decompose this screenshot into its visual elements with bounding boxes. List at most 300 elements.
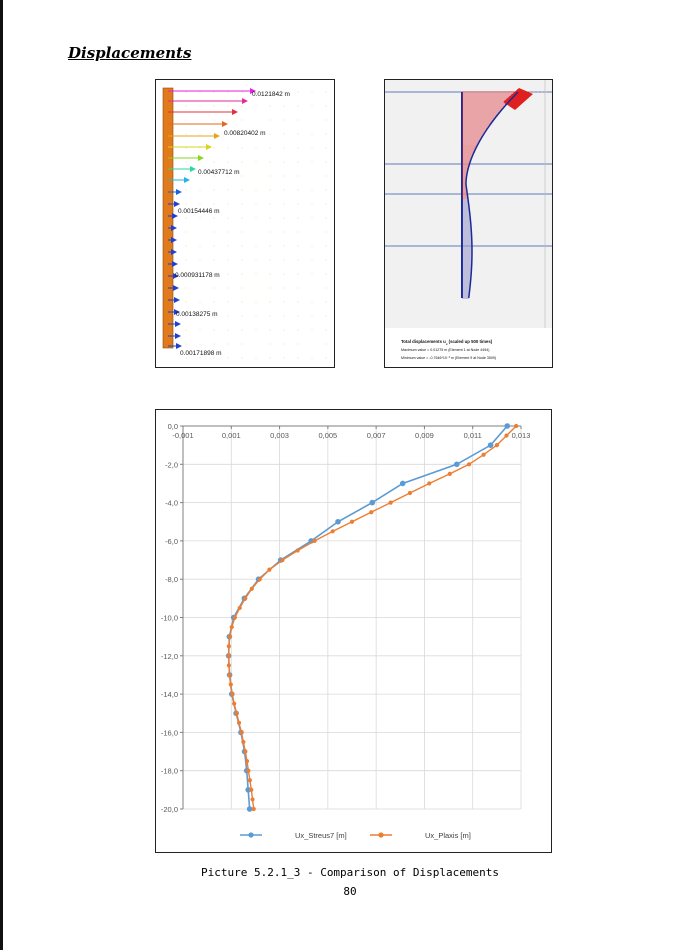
page-number: 80 (343, 885, 357, 898)
chart-svg (156, 410, 551, 852)
grid-dot (200, 288, 201, 289)
grid-dot (284, 274, 285, 275)
grid-dot (200, 106, 201, 107)
grid-dot (326, 246, 327, 247)
grid-dot (312, 302, 313, 303)
grid-dot (200, 358, 201, 359)
grid-dot (298, 134, 299, 135)
plaxis-point (250, 587, 254, 591)
grid-dot (270, 204, 271, 205)
grid-dot (270, 302, 271, 303)
plaxis-point (504, 433, 508, 437)
grid-dot (326, 316, 327, 317)
grid-dot (312, 358, 313, 359)
plaxis-point (245, 759, 249, 763)
grid-dot (284, 232, 285, 233)
grid-dot (298, 316, 299, 317)
grid-dot (214, 162, 215, 163)
plaxis-point (250, 797, 254, 801)
x-tick-label: 0,005 (318, 431, 338, 440)
grid-dot (298, 330, 299, 331)
grid-dot (214, 246, 215, 247)
grid-dot (256, 120, 257, 121)
grid-dot (186, 176, 187, 177)
grid-dot (186, 162, 187, 163)
grid-dot (270, 344, 271, 345)
grid-dot (214, 190, 215, 191)
grid-dot (256, 106, 257, 107)
grid-dot (186, 134, 187, 135)
grid-dot (270, 218, 271, 219)
grid-dot (214, 218, 215, 219)
grid-dot (242, 316, 243, 317)
grid-dot (284, 344, 285, 345)
plot-background (385, 80, 552, 367)
grid-dot (228, 288, 229, 289)
grid-dot (326, 134, 327, 135)
grid-dot (270, 358, 271, 359)
grid-dot (242, 190, 243, 191)
grid-dot (326, 218, 327, 219)
y-tick-label: -6,0 (165, 536, 178, 546)
x-tick-label: 0,001 (221, 431, 241, 440)
arrow-head (174, 201, 180, 207)
grid-dot (256, 344, 257, 345)
y-tick-label: -10,0 (160, 613, 178, 623)
grid-dot (214, 120, 215, 121)
grid-dot (200, 134, 201, 135)
grid-dot (228, 274, 229, 275)
section-heading: Displacements (68, 44, 192, 62)
grid-dot (270, 246, 271, 247)
plaxis-point (229, 682, 233, 686)
plaxis-point (241, 740, 245, 744)
grid-dot (326, 358, 327, 359)
plaxis-output-svg (385, 80, 552, 367)
grid-dot (312, 190, 313, 191)
grid-dot (200, 232, 201, 233)
grid-dot (186, 246, 187, 247)
grid-dot (284, 316, 285, 317)
plaxis-point (514, 424, 518, 428)
legend-min: Minimum value = -0.7646*10⁻³ m (Element 9 at Node 3509) (401, 356, 497, 360)
grid-dot (270, 162, 271, 163)
plaxis-point (408, 491, 412, 495)
grid-dot (312, 120, 313, 121)
arrow-head (190, 166, 196, 172)
grid-dot (270, 120, 271, 121)
grid-dot (298, 92, 299, 93)
plaxis-point (280, 558, 284, 562)
arrow-head (232, 109, 238, 115)
plaxis-point (228, 635, 232, 639)
grid-dot (270, 106, 271, 107)
grid-dot (312, 330, 313, 331)
grid-dot (298, 246, 299, 247)
grid-dot (298, 302, 299, 303)
grid-dot (242, 288, 243, 289)
y-tick-label: -4,0 (165, 498, 178, 508)
grid-dot (228, 260, 229, 261)
plaxis-point (427, 481, 431, 485)
x-tick-label: 0,003 (270, 431, 289, 440)
grid-dot (312, 260, 313, 261)
grid-dot (326, 330, 327, 331)
x-tick-label: 0,013 (511, 431, 531, 440)
arrow-head (206, 144, 212, 150)
figure-caption: Picture 5.2.1_3 - Comparison of Displacements (200, 866, 499, 879)
wall-displacement-svg (156, 80, 334, 367)
grid-dot (312, 176, 313, 177)
arrow-head (198, 155, 204, 161)
arrow-head (171, 237, 177, 243)
plaxis-point (230, 625, 234, 629)
y-tick-label: -18,0 (160, 766, 178, 776)
plaxis-point (239, 730, 243, 734)
grid-dot (312, 344, 313, 345)
displacement-label: 0.00437712 m (198, 169, 240, 176)
legend-title: Total displacements $u_x$ (scaled up 500 times) (401, 339, 493, 346)
grid-dot (242, 232, 243, 233)
plaxis-point (234, 711, 238, 715)
grid-dot (284, 120, 285, 121)
grid-dot (326, 274, 327, 275)
y-tick-label: 0,0 (167, 422, 178, 431)
grid-dot (270, 316, 271, 317)
legend-marker (248, 832, 253, 837)
grid-dot (284, 302, 285, 303)
grid-dot (326, 288, 327, 289)
arrow-head (172, 261, 178, 267)
grid-dot (298, 274, 299, 275)
grid-dot (284, 260, 285, 261)
plaxis-point (246, 769, 250, 773)
grid-dot (242, 330, 243, 331)
displacement-label: 0.00138275 m (176, 311, 218, 318)
plaxis-point (389, 501, 393, 505)
plaxis-point (230, 692, 234, 696)
grid-dot (186, 190, 187, 191)
grid-dot (228, 204, 229, 205)
grid-dot (256, 316, 257, 317)
grid-dot (214, 204, 215, 205)
grid-dot (242, 204, 243, 205)
grid-dot (186, 92, 187, 93)
grid-dot (186, 232, 187, 233)
grid-dot (326, 162, 327, 163)
plaxis-point (267, 568, 271, 572)
grid-dot (214, 288, 215, 289)
grid-dot (242, 302, 243, 303)
grid-dot (256, 162, 257, 163)
y-tick-label: -14,0 (160, 690, 178, 700)
grid-dot (242, 176, 243, 177)
grid-dot (200, 92, 201, 93)
grid-dot (312, 162, 313, 163)
grid-dot (312, 204, 313, 205)
grid-dot (256, 358, 257, 359)
grid-dot (284, 246, 285, 247)
legend-label: Ux_Streus7 [m] (295, 831, 347, 840)
grid-dot (298, 260, 299, 261)
grid-dot (186, 120, 187, 121)
plaxis-point (249, 788, 253, 792)
grid-dot (214, 344, 215, 345)
page-left-edge (0, 0, 3, 950)
grid-dot (256, 176, 257, 177)
plaxis-point (350, 520, 354, 524)
grid-dot (326, 190, 327, 191)
arrow-head (184, 177, 190, 183)
grid-dot (284, 204, 285, 205)
grid-dot (200, 204, 201, 205)
arrow-head (175, 321, 181, 327)
displacement-label: 0.000931178 m (175, 272, 220, 279)
grid-dot (242, 92, 243, 93)
plaxis-point (481, 453, 485, 457)
y-tick-label: -8,0 (165, 575, 178, 585)
plaxis-point (227, 673, 231, 677)
grid-dot (298, 120, 299, 121)
grid-dot (270, 274, 271, 275)
plaxis-point (331, 529, 335, 533)
arrow-head (171, 225, 177, 231)
grid-dot (228, 120, 229, 121)
legend-marker (378, 832, 383, 837)
plaxis-point (248, 778, 252, 782)
grid-dot (312, 134, 313, 135)
plaxis-point (369, 510, 373, 514)
grid-dot (200, 190, 201, 191)
arrow-head (171, 249, 177, 255)
arrow-head (173, 285, 179, 291)
grid-dot (186, 148, 187, 149)
grid-dot (270, 232, 271, 233)
grid-dot (242, 274, 243, 275)
plaxis-point (258, 577, 262, 581)
retaining-wall (163, 88, 173, 348)
streus-point (400, 481, 406, 487)
grid-dot (200, 246, 201, 247)
grid-dot (214, 358, 215, 359)
grid-dot (326, 106, 327, 107)
grid-dot (256, 302, 257, 303)
grid-dot (186, 358, 187, 359)
grid-dot (312, 106, 313, 107)
grid-dot (228, 246, 229, 247)
grid-dot (284, 358, 285, 359)
displacement-label: 0.00154446 m (178, 208, 220, 215)
grid-dot (186, 106, 187, 107)
grid-dot (186, 344, 187, 345)
plaxis-point (495, 443, 499, 447)
grid-dot (256, 274, 257, 275)
grid-dot (200, 120, 201, 121)
grid-dot (312, 288, 313, 289)
grid-dot (326, 344, 327, 345)
grid-dot (270, 288, 271, 289)
grid-dot (270, 330, 271, 331)
grid-dot (270, 148, 271, 149)
grid-dot (298, 162, 299, 163)
plaxis-point (227, 663, 231, 667)
grid-dot (326, 302, 327, 303)
grid-dot (242, 246, 243, 247)
grid-dot (228, 162, 229, 163)
grid-dot (242, 106, 243, 107)
grid-dot (200, 330, 201, 331)
grid-dot (312, 232, 313, 233)
grid-dot (312, 246, 313, 247)
grid-dot (228, 344, 229, 345)
grid-dot (214, 330, 215, 331)
grid-dot (242, 162, 243, 163)
streus-point (454, 462, 460, 468)
plaxis-point (296, 548, 300, 552)
grid-dot (186, 260, 187, 261)
grid-dot (326, 92, 327, 93)
grid-dot (214, 260, 215, 261)
plaxis-point (227, 654, 231, 658)
grid-dot (284, 162, 285, 163)
arrow-head (176, 343, 182, 349)
grid-dot (298, 358, 299, 359)
plaxis-point (467, 462, 471, 466)
grid-dot (256, 232, 257, 233)
grid-dot (312, 316, 313, 317)
grid-dot (298, 344, 299, 345)
grid-dot (256, 204, 257, 205)
legend-max: Maximum value = 0.01275 m (Element 1 at Node 4494) (401, 348, 490, 352)
grid-dot (228, 316, 229, 317)
grid-dot (298, 288, 299, 289)
displacement-label: 0.00171898 m (180, 350, 222, 357)
grid-dot (200, 344, 201, 345)
x-tick-label: 0,009 (415, 431, 434, 440)
grid-dot (200, 148, 201, 149)
displacement-comparison-chart (155, 409, 552, 853)
grid-dot (242, 148, 243, 149)
grid-dot (228, 358, 229, 359)
grid-dot (228, 92, 229, 93)
grid-dot (270, 190, 271, 191)
displacement-label: 0.0121842 m (252, 91, 290, 98)
y-tick-label: -2,0 (165, 460, 178, 470)
grid-dot (228, 330, 229, 331)
grid-dot (256, 330, 257, 331)
grid-dot (298, 190, 299, 191)
grid-dot (312, 148, 313, 149)
grid-dot (298, 232, 299, 233)
grid-dot (270, 176, 271, 177)
grid-dot (214, 148, 215, 149)
grid-dot (256, 148, 257, 149)
plaxis-point (312, 539, 316, 543)
grid-dot (228, 106, 229, 107)
plaxis-point (243, 596, 247, 600)
arrow-head (214, 133, 220, 139)
grid-dot (284, 134, 285, 135)
grid-dot (256, 260, 257, 261)
grid-dot (242, 218, 243, 219)
grid-dot (186, 288, 187, 289)
plaxis-point (232, 702, 236, 706)
grid-dot (298, 176, 299, 177)
plaxis-point (252, 807, 256, 811)
grid-dot (312, 218, 313, 219)
grid-dot (242, 260, 243, 261)
grid-dot (256, 190, 257, 191)
grid-dot (312, 274, 313, 275)
grid-dot (228, 148, 229, 149)
grid-dot (242, 344, 243, 345)
grid-dot (284, 176, 285, 177)
plaxis-output-figure (384, 79, 553, 368)
grid-dot (242, 120, 243, 121)
grid-dot (186, 218, 187, 219)
streus-point (488, 442, 494, 448)
grid-dot (186, 302, 187, 303)
arrow-head (174, 297, 180, 303)
grid-dot (214, 92, 215, 93)
x-tick-label: -0,001 (172, 431, 194, 440)
displacement-label: 0.00820402 m (224, 130, 266, 137)
streus-point (369, 500, 375, 506)
x-tick-label: 0,011 (463, 431, 482, 440)
streus-point (504, 423, 510, 429)
plaxis-point (237, 721, 241, 725)
grid-dot (326, 148, 327, 149)
grid-dot (200, 162, 201, 163)
y-tick-label: -16,0 (160, 728, 178, 738)
grid-dot (298, 148, 299, 149)
grid-dot (270, 260, 271, 261)
arrow-head (176, 189, 182, 195)
grid-dot (284, 330, 285, 331)
plaxis-point (227, 644, 231, 648)
wall-displacement-figure (155, 79, 335, 368)
grid-dot (284, 190, 285, 191)
grid-dot (200, 218, 201, 219)
grid-dot (326, 232, 327, 233)
grid-dot (214, 302, 215, 303)
grid-dot (284, 148, 285, 149)
grid-dot (284, 218, 285, 219)
plaxis-point (238, 606, 242, 610)
streus-point (335, 519, 341, 525)
grid-dot (284, 288, 285, 289)
arrow-head (175, 333, 181, 339)
grid-dot (256, 288, 257, 289)
grid-dot (256, 218, 257, 219)
grid-dot (228, 218, 229, 219)
streus-point (247, 806, 253, 812)
x-tick-label: 0,007 (366, 431, 386, 440)
grid-dot (228, 232, 229, 233)
grid-dot (214, 232, 215, 233)
grid-dot (312, 92, 313, 93)
arrow-head (222, 121, 228, 127)
grid-dot (256, 246, 257, 247)
y-tick-label: -12,0 (160, 651, 178, 661)
legend-label: Ux_Plaxis [m] (425, 831, 471, 840)
plaxis-point (448, 472, 452, 476)
grid-dot (186, 204, 187, 205)
arrow-head (242, 98, 248, 104)
grid-dot (284, 106, 285, 107)
grid-dot (200, 302, 201, 303)
grid-dot (326, 120, 327, 121)
